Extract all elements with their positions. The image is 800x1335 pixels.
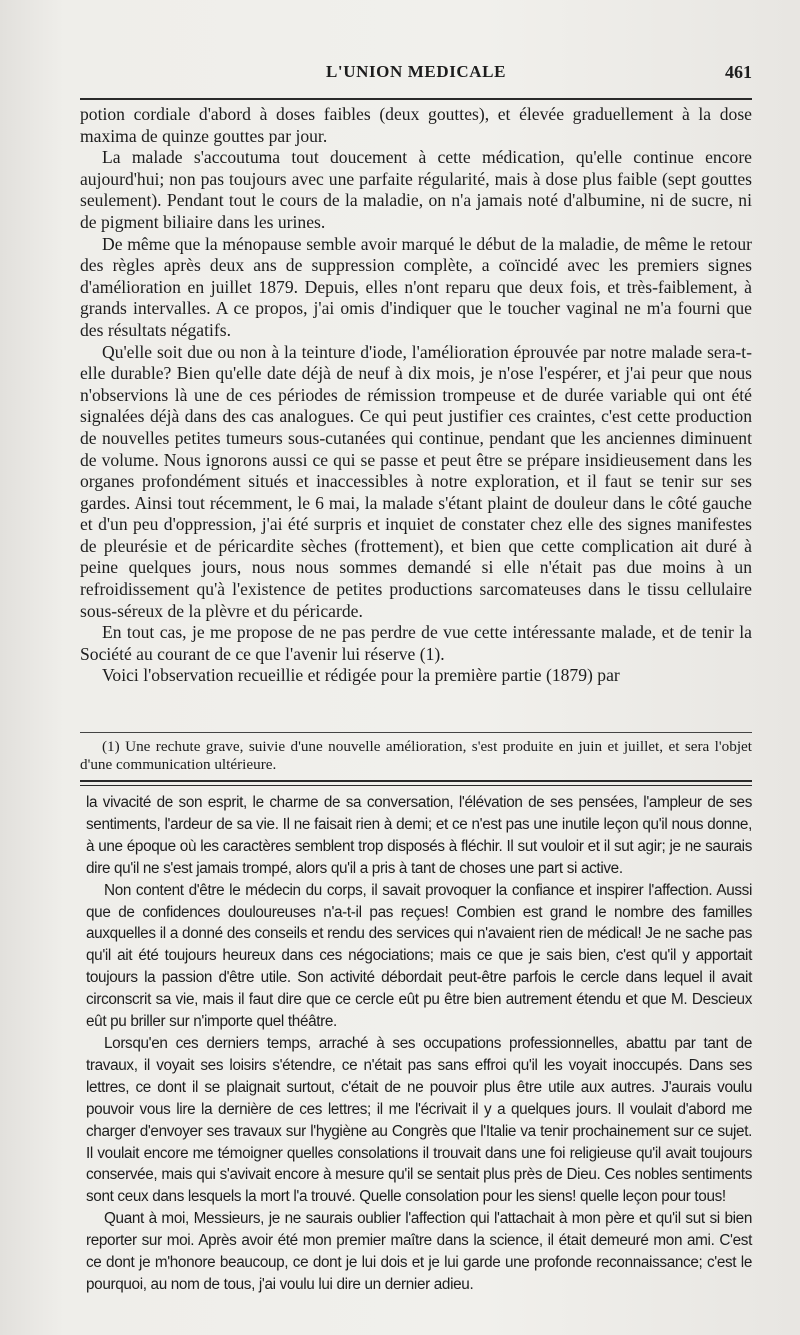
section-divider-thick: [80, 780, 752, 782]
paragraph: Voici l'observation recueillie et rédigée pour la première partie (1879) par: [102, 665, 620, 686]
section-divider-thin: [80, 785, 752, 786]
page-number: 461: [725, 62, 752, 82]
main-article-body: [80, 104, 752, 687]
footnote-text: (1) Une rechute grave, suivie d'une nouvelle amélioration, s'est produite en juin et juillet, et sera l'objet d'une communication ultérieure.: [80, 738, 752, 773]
paragraph: Quant à moi, Messieurs, je ne saurais oublier l'affection qui l'attachait à mon père et qu'il sut si bien reporter sur moi. Après avoir été mon premier maître dans la science, il était demeuré mon ami. C'est ce dont je m'honore beaucoup, ce dont je lui dois et je lui garde une profonde reconnaissance; c'est le pourquoi, au nom de tous, j'ai voulu lui dire un dernier adieu.: [86, 1210, 752, 1293]
paragraph: potion cordiale d'abord à doses faibles (deux gouttes), et élevée graduellement à la dose maxima de quinze gouttes par jour.: [80, 104, 752, 146]
footnote: [80, 738, 752, 773]
running-title: L'UNION MEDICALE: [325, 62, 507, 81]
paragraph: Lorsqu'en ces derniers temps, arraché à ses occupations professionnelles, abattu par tant de travaux, il voyait ses loisirs s'étendre, ce n'était pas sans effroi qu'il les voyait inoccupés. Dans ses lettres, ce dont il se plaignait surtout, c'était de ne pouvoir plus être utile aux autres. J'aurais voulu pouvoir vous lire la dernière de ces lettres; il me l'écrivait il y a quelques jours. Il voulait d'abord me charger d'envoyer ses travaux sur l'hygiène au Congrès que l'Italie va tenir prochainement sur ce sujet. Il voulait encore me témoigner quelles consolations il trouvait dans une foi religieuse qu'il avait toujours conservée, mais qui s'avivait encore à mesure qu'il se sentait plus près de Dieu. Ces nobles sentiments sont ceux dans lesquels la mort l'a trouvé. Quelle consolation pour les siens! quelle leçon pour tous!: [86, 1034, 752, 1206]
footnote-rule: [80, 732, 752, 733]
paragraph: La malade s'accoutuma tout doucement à cette médication, qu'elle continue encore aujourd'hui; non pas toujours avec une parfaite régularité, mais à dose plus faible (sept gouttes seulement). Pendant tout le cours de la maladie, on n'a jamais noté d'albumine, ni de sucre, ni de pigment biliaire dans les urines.: [80, 147, 752, 232]
running-header: [80, 62, 752, 86]
paragraph: En tout cas, je me propose de ne pas perdre de vue cette intéressante malade, et de tenir la Société au courant de ce que l'avenir lui réserve (1).: [80, 622, 752, 664]
paragraph: la vivacité de son esprit, le charme de sa conversation, l'élévation de ses pensées, l'ampleur de ses sentiments, l'ardeur de sa vie. Il ne faisait rien à demi; et ce n'est pas une inutile leçon qu'il nous donne, à une époque où les caractères semblent trop disposés à fléchir. Il sut vouloir et il sut agir; je ne saurais dire qu'il ne s'est jamais trompé, alors qu'il a pris à tant de choses une part si active.: [86, 794, 752, 877]
header-rule: [80, 98, 752, 100]
paragraph: Non content d'être le médecin du corps, il savait provoquer la confiance et inspirer l'affection. Aussi que de confidences douloureuses n'a-t-il pas reçues! Combien est grand le nombre des familles auxquelles il a donné des conseils et rendu des services qui n'avaient rien de médical! Je ne sache pas qu'il ait été toujours heureux dans ces négociations; mais ce que je sais bien, c'est qu'il y apportait toujours la passion d'être utile. Son activité débordait peut-être parfois le cercle dans lequel il avait circonscrit sa vie, mais il faut dire que ce cercle eût pu être bien autrement étendu et que M. Descieux eût pu briller sur n'importe quel théâtre.: [86, 881, 752, 1031]
paragraph: De même que la ménopause semble avoir marqué le début de la maladie, de même le retour des règles après deux ans de suppression complète, a coïncidé avec les premiers signes d'amélioration en juillet 1879. Depuis, elles n'ont reparu que deux fois, et très-faiblement, à grands intervalles. A ce propos, j'ai omis d'indiquer que le toucher vaginal ne m'a fourni que des résultats négatifs.: [80, 233, 752, 340]
second-article-body: [86, 792, 752, 1296]
paragraph: Qu'elle soit due ou non à la teinture d'iode, l'amélioration éprouvée par notre malade sera-t-elle durable? Bien qu'elle date déjà de neuf à dix mois, je n'ose l'espérer, et j'ai peur que nous n'observions là une de ces périodes de rémission trompeuse et de durée variable qui ont été signalées déjà dans des cas analogues. Ce qui peut justifier ces craintes, c'est cette production de nouvelles petites tumeurs sous-cutanées qui continue, pendant que les anciennes diminuent de volume. Nous ignorons aussi ce qui se passe et peut être se prépare insidieusement dans les organes profondément situés et inaccessibles à notre exploration, et il faut se tenir sur ses gardes. Ainsi tout récemment, le 6 mai, la malade s'étant plaint de douleur dans le côté gauche et d'un peu d'oppression, j'ai été surpris et inquiet de constater chez elle des signes manifestes de pleurésie et de péricardite sèches (frottement), et bien que cette complication ait duré à peine quelques jours, nous nous sommes demandé si elle n'était pas due moins à un refroidissement qu'à l'existence de petites productions sarcomateuses dans le tissu cellulaire sous-séreux de la plèvre et du péricarde.: [80, 341, 752, 621]
